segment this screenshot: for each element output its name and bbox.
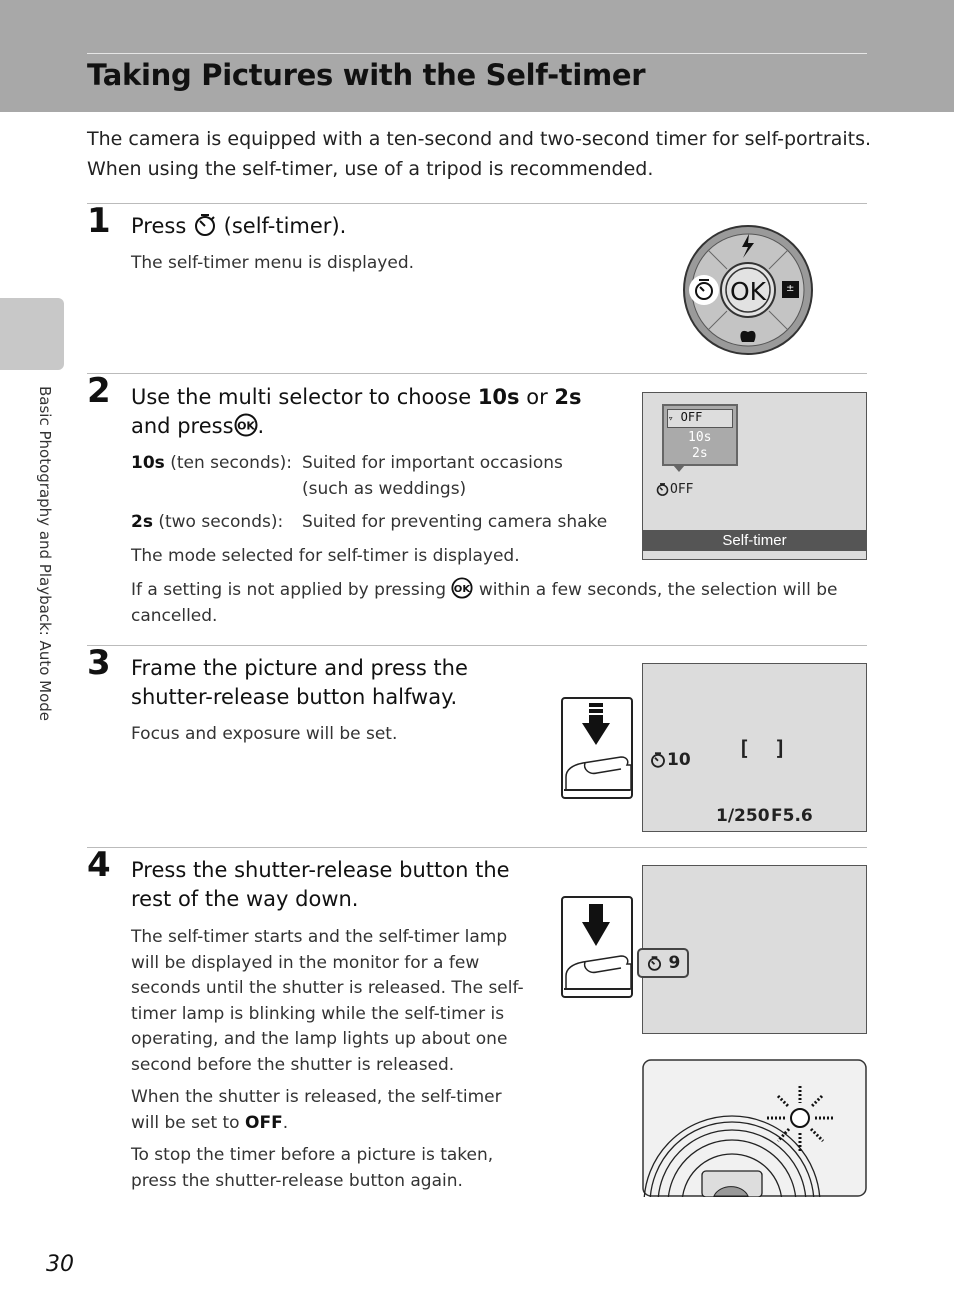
step2-heading-part2: and xyxy=(131,414,171,438)
focus-brackets: [ ] xyxy=(738,736,793,760)
intro-paragraph: The camera is equipped with a ten-second and two-second timer for self-portraits. When using the self-timer, use of a tripod is recommended. xyxy=(87,128,872,180)
page-title: Taking Pictures with the Self-timer xyxy=(87,58,646,92)
step2-heading-part1: Use the multi selector to choose xyxy=(131,385,472,409)
step2-row1-label xyxy=(131,451,292,477)
camera-front-lamp-illustration xyxy=(642,1059,867,1197)
svg-text:±: ± xyxy=(786,283,795,294)
timer-countdown-10 xyxy=(649,750,691,770)
para2-off: OFF xyxy=(245,1112,283,1133)
para2-before: When the shutter is released, the self-timer will be set to xyxy=(131,1087,502,1133)
status-off-label: OFF xyxy=(670,482,694,497)
step2-heading-press: press xyxy=(177,414,234,438)
timer-value-10: 10 xyxy=(667,750,691,770)
step2-opt1: 10s xyxy=(477,385,520,409)
step2-heading xyxy=(131,383,621,441)
note2-after: within a few seconds, the selection will be cancelled. xyxy=(131,580,838,626)
step3-body: Focus and exposure will be set. xyxy=(131,724,398,744)
step2-row2-desc: Suited for preventing camera shake xyxy=(302,512,608,532)
row1-label-bold: 10s xyxy=(131,453,165,473)
header-rule xyxy=(87,53,867,54)
menu-item-2s[interactable]: 2s xyxy=(692,446,708,461)
step2-opt2: 2s xyxy=(554,385,582,409)
self-timer-status-icon xyxy=(649,751,667,769)
ok-button-icon xyxy=(234,413,258,437)
step3-number: 3 xyxy=(87,643,111,683)
step2-note1: The mode selected for self-timer is displayed. xyxy=(131,546,520,566)
self-timer-status-icon xyxy=(655,482,670,497)
timer-countdown-9 xyxy=(637,948,689,978)
timer-menu-box xyxy=(662,404,738,466)
step2-row1-desc: Suited for important occasions (such as weddings) xyxy=(302,453,563,499)
shutter-half-press-illustration xyxy=(561,697,633,799)
step2-number: 2 xyxy=(87,371,111,411)
menu-item-10s[interactable]: 10s xyxy=(688,430,712,445)
row1-label-rest: (ten seconds): xyxy=(170,453,292,473)
countdown-screen xyxy=(642,865,867,1034)
focus-screen xyxy=(642,663,867,832)
side-tab xyxy=(0,298,64,370)
status-self-timer xyxy=(655,482,693,497)
step2-row2-label xyxy=(131,510,283,536)
step4-para2 xyxy=(131,1085,531,1136)
svg-text:OK: OK xyxy=(454,584,471,596)
ok-label: OK xyxy=(729,277,767,306)
step1-rule xyxy=(87,203,867,204)
shutter-full-press-illustration xyxy=(561,896,633,998)
menu-selected-marker-icon: ▿ xyxy=(668,414,674,424)
step1-number: 1 xyxy=(87,201,111,241)
step4-para1: The self-timer starts and the self-timer lamp will be displayed in the monitor for a few seconds until the shutter is released. The self-timer lamp is blinking while the self-timer is operating, and the lamp lights up about one second before the shutter is released. xyxy=(131,927,524,1075)
row2-label-bold: 2s xyxy=(131,512,153,532)
self-timer-status-icon xyxy=(646,955,663,972)
step3-rule xyxy=(87,645,867,646)
header-band xyxy=(0,0,954,112)
shutter-speed: 1/250 xyxy=(716,806,770,826)
step4-heading: Press the shutter-release button the rest of the way down. xyxy=(131,858,510,911)
step1-heading xyxy=(131,212,346,241)
step4-rule xyxy=(87,847,867,848)
para2-after: . xyxy=(282,1112,289,1133)
step3-heading: Frame the picture and press the shutter-release button halfway. xyxy=(131,656,468,709)
note2-before: If a setting is not applied by pressing xyxy=(131,580,447,600)
step2-heading-or: or xyxy=(526,385,548,409)
step1-body: The self-timer menu is displayed. xyxy=(131,253,415,273)
multi-selector-illustration xyxy=(682,224,814,356)
menu-off-label: OFF xyxy=(680,410,703,424)
aperture-value: F5.6 xyxy=(771,806,813,826)
page-number: 30 xyxy=(46,1252,74,1277)
self-timer-icon xyxy=(193,213,217,237)
self-timer-menu-screen xyxy=(642,392,867,560)
menu-pointer xyxy=(673,465,685,472)
menu-item-off[interactable] xyxy=(667,409,733,428)
timer-value-9: 9 xyxy=(668,953,681,973)
step4-number: 4 xyxy=(87,845,111,885)
svg-text:OK: OK xyxy=(236,419,255,433)
step2-heading-end: . xyxy=(257,414,265,438)
ok-button-icon xyxy=(451,577,473,599)
row2-label-rest: (two seconds): xyxy=(158,512,284,532)
step2-rule xyxy=(87,373,867,374)
step1-heading-after: (self-timer). xyxy=(223,214,347,238)
screen-footer-label: Self-timer xyxy=(643,530,866,551)
side-tab-text: Basic Photography and Playback: Auto Mode xyxy=(36,386,54,722)
step2-note2 xyxy=(131,577,861,629)
step4-para3: To stop the timer before a picture is taken, press the shutter-release button again. xyxy=(131,1145,494,1191)
step1-heading-before: Press xyxy=(131,214,187,238)
